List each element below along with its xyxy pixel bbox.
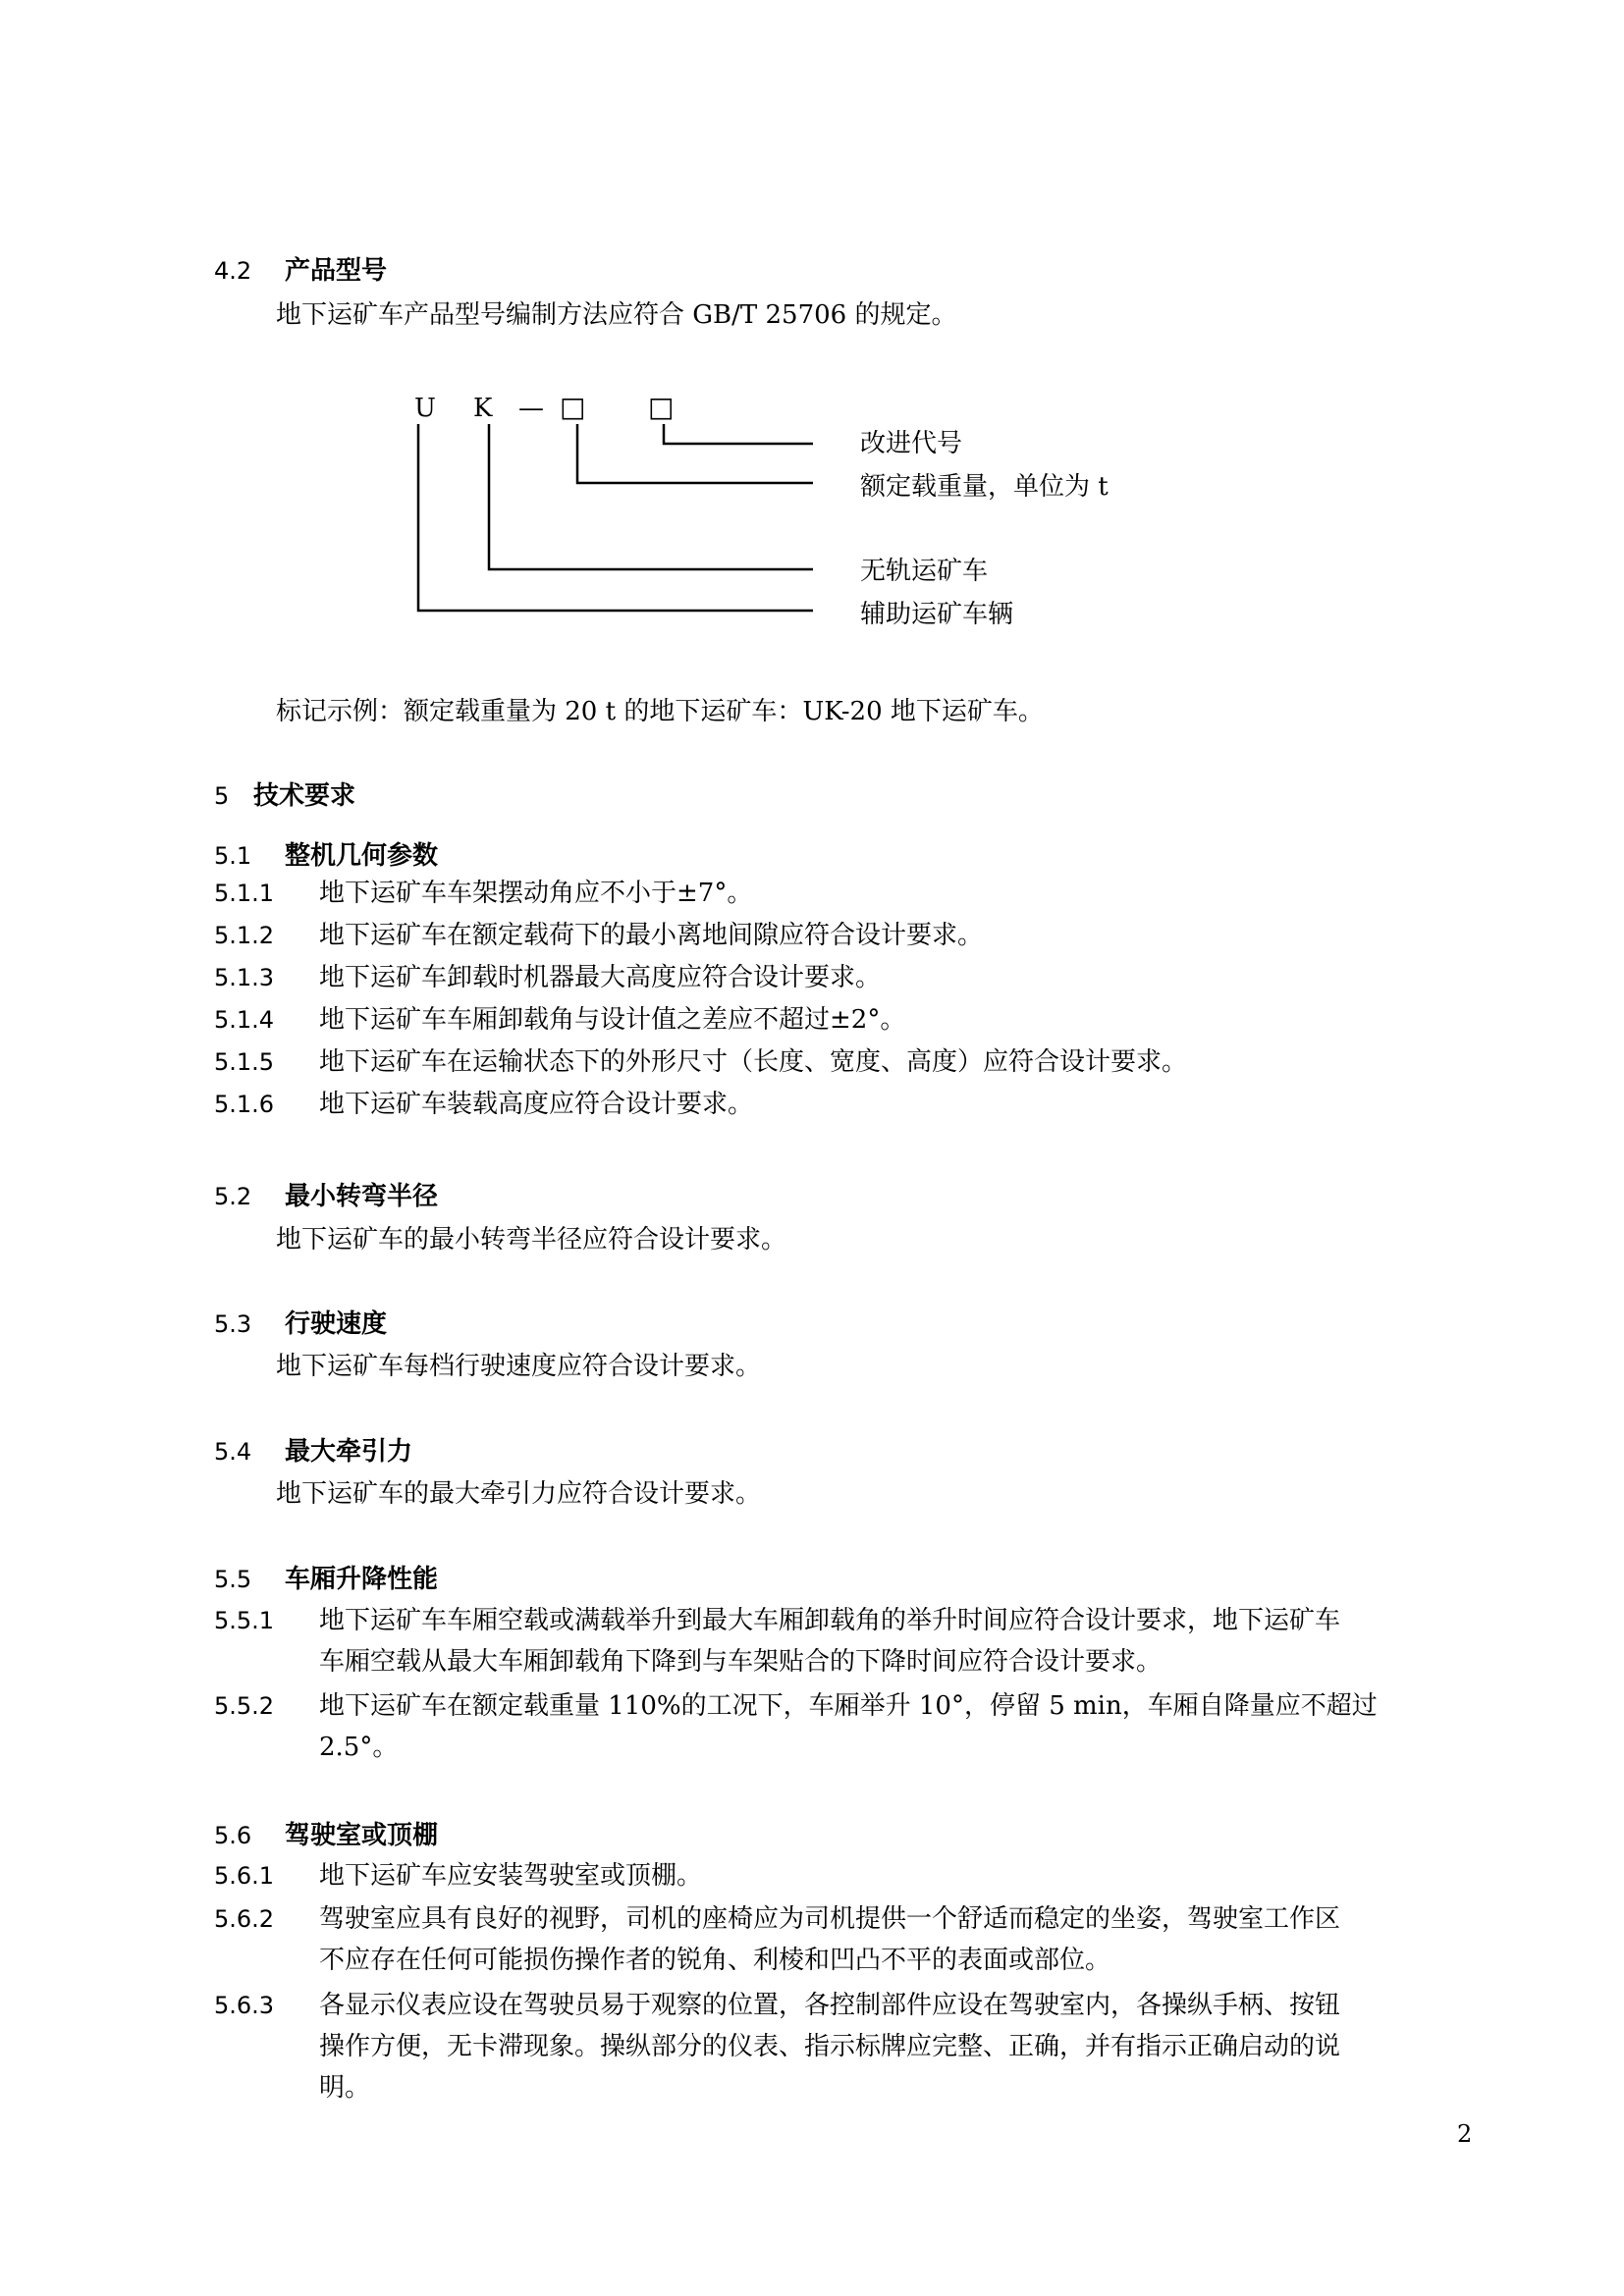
section-5-4-text: 地下运矿车的最大牵引力应符合设计要求。 — [276, 1479, 762, 1509]
line-load — [577, 424, 813, 483]
line-trackless — [489, 424, 813, 569]
clause-number: 5.1.6 — [214, 1091, 275, 1118]
clause-number: 5.1.3 — [214, 964, 275, 991]
section-title: 最小转弯半径 — [285, 1182, 439, 1211]
section-5-5-heading — [214, 1559, 438, 1595]
line-improvement — [664, 424, 813, 444]
clause-number: 5.6.1 — [214, 1862, 275, 1890]
label-improvement-code: 改进代号 — [860, 429, 963, 458]
line-auxiliary — [418, 424, 813, 611]
clause-text: 地下运矿车应安装驾驶室或顶棚。 — [319, 1861, 703, 1891]
clause-number: 5.5.1 — [214, 1607, 275, 1634]
code-box-2: □ — [648, 391, 675, 423]
section-title: 产品型号 — [285, 256, 388, 286]
page-number: 2 — [1457, 2120, 1473, 2148]
section-5-2-text: 地下运矿车的最小转弯半径应符合设计要求。 — [276, 1225, 787, 1255]
section-5-3-text: 地下运矿车每档行驶速度应符合设计要求。 — [276, 1352, 762, 1381]
section-title: 车厢升降性能 — [285, 1565, 439, 1594]
section-number: 5 — [214, 782, 230, 810]
clause-text: 驾驶室应具有良好的视野，司机的座椅应为司机提供一个舒适而稳定的坐姿，驾驶室工作区 不应存在任何可能损伤操作者的锐角、利棱和凹凸不平的表面或部位。 — [319, 1904, 1341, 1975]
clause-text: 地下运矿车卸载时机器最大高度应符合设计要求。 — [319, 963, 882, 992]
section-4-2-heading — [214, 250, 387, 287]
section-number: 5.3 — [214, 1310, 252, 1338]
section-5-heading — [214, 775, 355, 812]
section-number: 5.5 — [214, 1566, 252, 1593]
section-number: 4.2 — [214, 257, 252, 285]
code-u: U — [414, 394, 436, 423]
label-trackless-mine-car: 无轨运矿车 — [860, 557, 989, 586]
section-title: 最大牵引力 — [285, 1437, 413, 1467]
clause-number: 5.5.2 — [214, 1692, 275, 1720]
section-number: 5.4 — [214, 1438, 252, 1466]
model-code-diagram — [393, 383, 1178, 648]
clause-text: 地下运矿车在运输状态下的外形尺寸（长度、宽度、高度）应符合设计要求。 — [319, 1047, 1188, 1077]
section-title: 技术要求 — [253, 781, 356, 811]
clause-text: 地下运矿车在额定载荷下的最小离地间隙应符合设计要求。 — [319, 921, 984, 950]
clause-number: 5.1.4 — [214, 1006, 275, 1034]
clause-number: 5.1.5 — [214, 1048, 275, 1076]
clause-number: 5.6.3 — [214, 1992, 275, 2019]
clause-text: 地下运矿车车厢卸载角与设计值之差应不超过±2°。 — [319, 1005, 906, 1035]
code-dash: — — [518, 394, 544, 423]
clause-text: 地下运矿车车厢空载或满载举升到最大车厢卸载角的举升时间应符合设计要求，地下运矿车 车厢空载从最大车厢卸载角下降到与车架贴合的下降时间应符合设计要求。 — [319, 1606, 1341, 1677]
label-rated-load: 额定载重量，单位为 t — [860, 472, 1109, 502]
section-title: 驾驶室或顶棚 — [285, 1821, 439, 1850]
section-number: 5.1 — [214, 842, 252, 870]
section-5-2-heading — [214, 1176, 438, 1212]
section-4-2-text: 地下运矿车产品型号编制方法应符合 GB/T 25706 的规定。 — [276, 300, 957, 330]
section-title: 行驶速度 — [285, 1309, 388, 1339]
clause-text: 地下运矿车装载高度应符合设计要求。 — [319, 1090, 754, 1119]
section-number: 5.6 — [214, 1822, 252, 1849]
clause-number: 5.6.2 — [214, 1905, 275, 1933]
clause-number: 5.1.2 — [214, 922, 275, 949]
section-number: 5.2 — [214, 1183, 252, 1210]
section-5-3-heading — [214, 1304, 387, 1340]
section-5-4-heading — [214, 1431, 412, 1468]
clause-text: 地下运矿车在额定载重量 110%的工况下，车厢举升 10°，停留 5 min，车厢自降量应不超过 2.5°。 — [319, 1691, 1378, 1762]
label-auxiliary-vehicle: 辅助运矿车辆 — [860, 600, 1014, 629]
section-title: 整机几何参数 — [285, 841, 439, 871]
clause-number: 5.1.1 — [214, 880, 275, 907]
marking-example: 标记示例：额定载重量为 20 t 的地下运矿车：UK-20 地下运矿车。 — [276, 697, 1044, 726]
code-box-1: □ — [560, 391, 586, 423]
code-k: K — [473, 394, 493, 423]
clause-text: 各显示仪表应设在驾驶员易于观察的位置，各控制部件应设在驾驶室内，各操纵手柄、按钮 操作方便，无卡滞现象。操纵部分的仪表、指示标牌应完整、正确，并有指示正确启动的说 明。 — [319, 1991, 1341, 2103]
section-5-1-heading — [214, 835, 438, 872]
clause-text: 地下运矿车车架摆动角应不小于±7°。 — [319, 879, 753, 908]
section-5-6-heading — [214, 1815, 438, 1851]
